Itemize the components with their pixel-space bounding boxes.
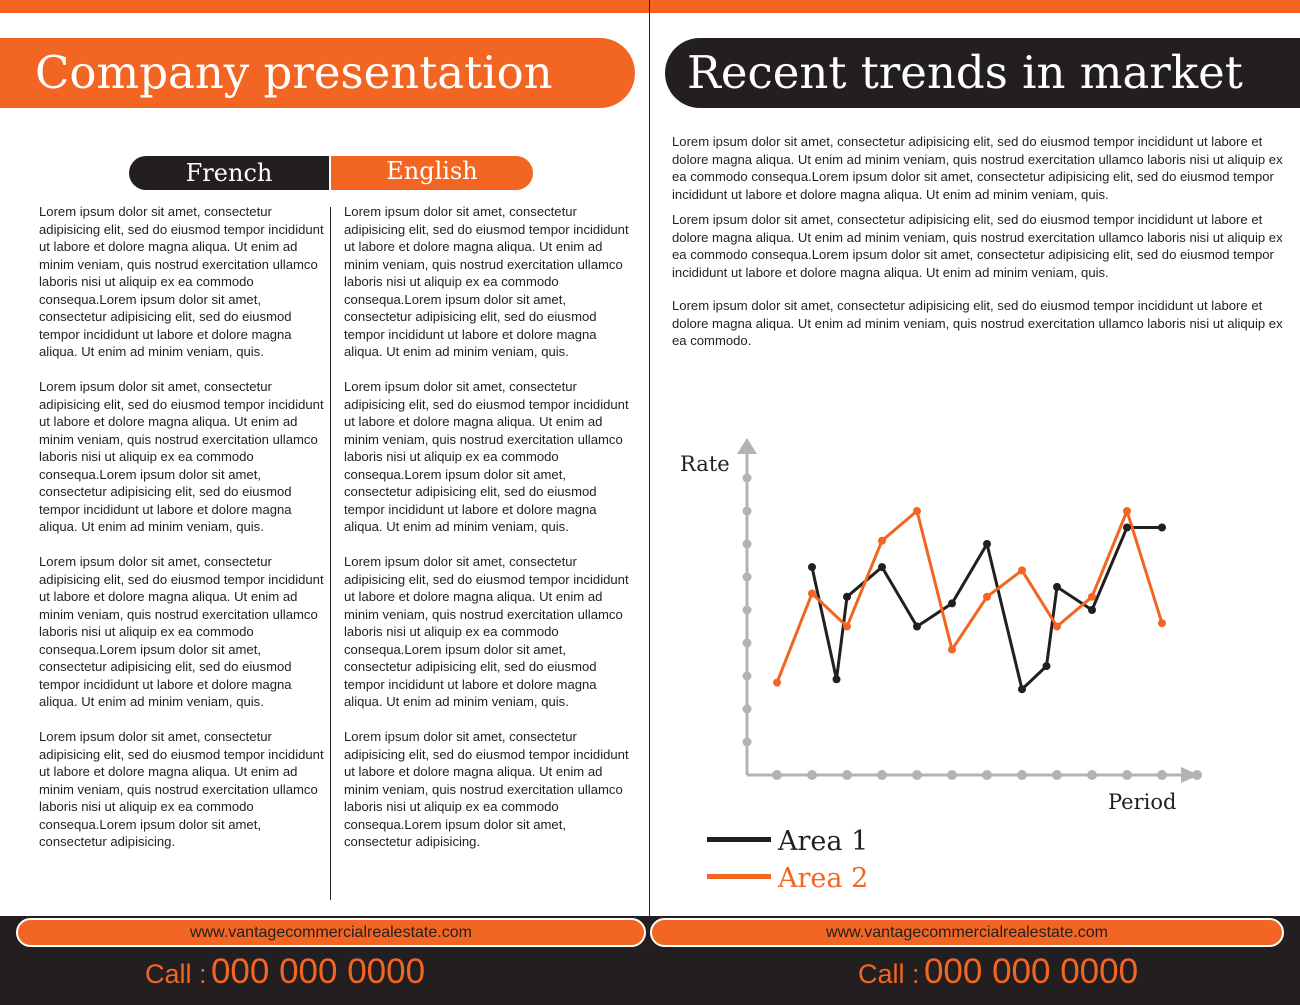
phone-number[interactable]: 000 000 0000 <box>210 952 426 991</box>
data-point-area-2 <box>1018 566 1026 574</box>
y-axis-tick <box>743 573 752 582</box>
left-page-title: Company presentation <box>0 38 635 108</box>
x-axis-label: Period <box>1108 790 1177 814</box>
data-point-area-2 <box>843 623 851 631</box>
y-axis-tick <box>743 738 752 747</box>
call-label: Call : <box>145 959 207 989</box>
call-info-left <box>145 952 425 992</box>
data-point-area-2 <box>808 590 816 598</box>
right-page-body <box>672 133 1290 350</box>
data-point-area-1 <box>808 563 816 571</box>
y-axis-tick <box>743 639 752 648</box>
french-paragraph: Lorem ipsum dolor sit amet, consectetur adipisicing elit, sed do eiusmod tempor incididunt ut labore et dolore magna aliqua. Ut enim ad minim veniam, quis nostrud exercitation ullamco laboris nisi ut aliquip ex ea commodo consequa.Lorem ipsum dolor sit amet, consectetur adipisicing elit, sed do eiusmod tempor incididunt ut labore et dolore magna aliqua. Ut enim ad minim veniam, quis. <box>39 379 324 534</box>
french-column <box>39 203 324 868</box>
x-axis-tick <box>912 770 922 780</box>
x-axis-tick <box>1122 770 1132 780</box>
phone-number[interactable]: 000 000 0000 <box>923 952 1139 991</box>
english-paragraph: Lorem ipsum dolor sit amet, consectetur adipisicing elit, sed do eiusmod tempor incididunt ut labore et dolore magna aliqua. Ut enim ad minim veniam, quis nostrud exercitation ullamco laboris nisi ut aliquip ex ea commodo consequa.Lorem ipsum dolor sit amet, consectetur adipisicing elit, sed do eiusmod tempor incididunt ut labore et dolore magna aliqua. Ut enim ad minim veniam, quis. <box>344 204 629 359</box>
english-paragraph: Lorem ipsum dolor sit amet, consectetur adipisicing elit, sed do eiusmod tempor incididunt ut labore et dolore magna aliqua. Ut enim ad minim veniam, quis nostrud exercitation ullamco laboris nisi ut aliquip ex ea commodo consequa.Lorem ipsum dolor sit amet, consectetur adipisicing elit, sed do eiusmod tempor incididunt ut labore et dolore magna aliqua. Ut enim ad minim veniam, quis. <box>344 554 629 709</box>
data-point-area-2 <box>1123 507 1131 515</box>
data-point-area-2 <box>948 646 956 654</box>
data-point-area-2 <box>878 537 886 545</box>
french-paragraph: Lorem ipsum dolor sit amet, consectetur adipisicing elit, sed do eiusmod tempor incididunt ut labore et dolore magna aliqua. Ut enim ad minim veniam, quis nostrud exercitation ullamco laboris nisi ut aliquip ex ea commodo consequa.Lorem ipsum dolor sit amet, consectetur adipisicing elit, sed do eiusmod tempor incididunt ut labore et dolore magna aliqua. Ut enim ad minim veniam, quis. <box>39 554 324 709</box>
data-point-area-1 <box>913 623 921 631</box>
legend-swatch-area-1 <box>707 837 771 842</box>
data-point-area-1 <box>843 593 851 601</box>
data-point-area-1 <box>1123 524 1131 532</box>
y-axis-tick <box>743 606 752 615</box>
data-point-area-1 <box>1158 524 1166 532</box>
top-accent-bar-right <box>650 0 1300 13</box>
x-axis-tick <box>1087 770 1097 780</box>
tab-french[interactable]: French <box>129 156 329 190</box>
legend-label-area-2: Area 2 <box>778 863 869 894</box>
y-axis-tick <box>743 672 752 681</box>
english-column <box>344 203 629 868</box>
y-axis-arrow <box>737 438 757 454</box>
body-paragraph: Lorem ipsum dolor sit amet, consectetur adipisicing elit, sed do eiusmod tempor incididunt ut labore et dolore magna aliqua. Ut enim ad minim veniam, quis nostrud exercitation ullamco laboris nisi ut aliquip ex ea commodo consequa.Lorem ipsum dolor sit amet, consectetur adipisicing elit, sed do eiusmod tempor incididunt ut labore et dolore magna aliqua. Ut enim ad minim veniam, quis. <box>672 134 1283 202</box>
data-point-area-1 <box>1043 662 1051 670</box>
body-paragraph: Lorem ipsum dolor sit amet, consectetur adipisicing elit, sed do eiusmod tempor incididunt ut labore et dolore magna aliqua. Ut enim ad minim veniam, quis nostrud exercitation ullamco laboris nisi ut aliquip ex ea commodo consequa.Lorem ipsum dolor sit amet, consectetur adipisicing elit, sed do eiusmod tempor incididunt ut labore et dolore magna aliqua. Ut enim ad minim veniam, quis. <box>672 212 1283 280</box>
data-point-area-2 <box>1088 593 1096 601</box>
data-point-area-1 <box>878 563 886 571</box>
data-point-area-1 <box>1018 685 1026 693</box>
data-point-area-2 <box>1053 623 1061 631</box>
english-paragraph: Lorem ipsum dolor sit amet, consectetur adipisicing elit, sed do eiusmod tempor incididunt ut labore et dolore magna aliqua. Ut enim ad minim veniam, quis nostrud exercitation ullamco laboris nisi ut aliquip ex ea commodo consequa.Lorem ipsum dolor sit amet, consectetur adipisicing. <box>344 729 629 849</box>
x-axis-tick <box>1157 770 1167 780</box>
column-divider <box>330 207 331 900</box>
top-accent-bar-left <box>0 0 649 13</box>
call-label: Call : <box>858 959 920 989</box>
data-point-area-1 <box>1088 606 1096 614</box>
y-axis-tick <box>743 540 752 549</box>
call-info-right <box>858 952 1138 992</box>
series-line-area-2 <box>777 511 1162 683</box>
legend-swatch-area-2 <box>707 874 771 879</box>
x-axis-tick <box>877 770 887 780</box>
x-axis-tick <box>982 770 992 780</box>
y-axis-tick <box>743 474 752 483</box>
website-link-left[interactable]: www.vantagecommercialrealestate.com <box>16 918 646 947</box>
right-page-title: Recent trends in market <box>665 38 1300 108</box>
x-axis-tick <box>772 770 782 780</box>
body-paragraph: Lorem ipsum dolor sit amet, consectetur adipisicing elit, sed do eiusmod tempor incididunt ut labore et dolore magna aliqua. Ut enim ad minim veniam, quis nostrud exercitation ullamco laboris nisi ut aliquip ex ea commodo. <box>672 298 1283 348</box>
data-point-area-1 <box>833 675 841 683</box>
x-axis-tick <box>1017 770 1027 780</box>
x-axis-tick <box>842 770 852 780</box>
x-axis-tick <box>947 770 957 780</box>
data-point-area-2 <box>773 679 781 687</box>
x-axis-tick <box>1192 770 1202 780</box>
y-axis-label: Rate <box>680 452 730 476</box>
x-axis-tick <box>807 770 817 780</box>
english-paragraph: Lorem ipsum dolor sit amet, consectetur adipisicing elit, sed do eiusmod tempor incididunt ut labore et dolore magna aliqua. Ut enim ad minim veniam, quis nostrud exercitation ullamco laboris nisi ut aliquip ex ea commodo consequa.Lorem ipsum dolor sit amet, consectetur adipisicing elit, sed do eiusmod tempor incididunt ut labore et dolore magna aliqua. Ut enim ad minim veniam, quis. <box>344 379 629 534</box>
tab-english[interactable]: English <box>331 156 533 190</box>
data-point-area-1 <box>983 540 991 548</box>
french-paragraph: Lorem ipsum dolor sit amet, consectetur adipisicing elit, sed do eiusmod tempor incididunt ut labore et dolore magna aliqua. Ut enim ad minim veniam, quis nostrud exercitation ullamco laboris nisi ut aliquip ex ea commodo consequa.Lorem ipsum dolor sit amet, consectetur adipisicing elit, sed do eiusmod tempor incididunt ut labore et dolore magna aliqua. Ut enim ad minim veniam, quis. <box>39 204 324 359</box>
data-point-area-1 <box>948 599 956 607</box>
french-paragraph: Lorem ipsum dolor sit amet, consectetur adipisicing elit, sed do eiusmod tempor incididunt ut labore et dolore magna aliqua. Ut enim ad minim veniam, quis nostrud exercitation ullamco laboris nisi ut aliquip ex ea commodo consequa.Lorem ipsum dolor sit amet, consectetur adipisicing. <box>39 729 324 849</box>
data-point-area-2 <box>913 507 921 515</box>
legend-label-area-1: Area 1 <box>778 826 869 857</box>
x-axis-tick <box>1052 770 1062 780</box>
y-axis-tick <box>743 705 752 714</box>
market-trend-chart <box>660 430 1220 900</box>
y-axis-tick <box>743 507 752 516</box>
page-divider <box>649 0 650 947</box>
data-point-area-2 <box>983 593 991 601</box>
data-point-area-1 <box>1053 583 1061 591</box>
data-point-area-2 <box>1158 619 1166 627</box>
chart-series-lines <box>777 511 1162 689</box>
website-link-right[interactable]: www.vantagecommercialrealestate.com <box>650 918 1284 947</box>
